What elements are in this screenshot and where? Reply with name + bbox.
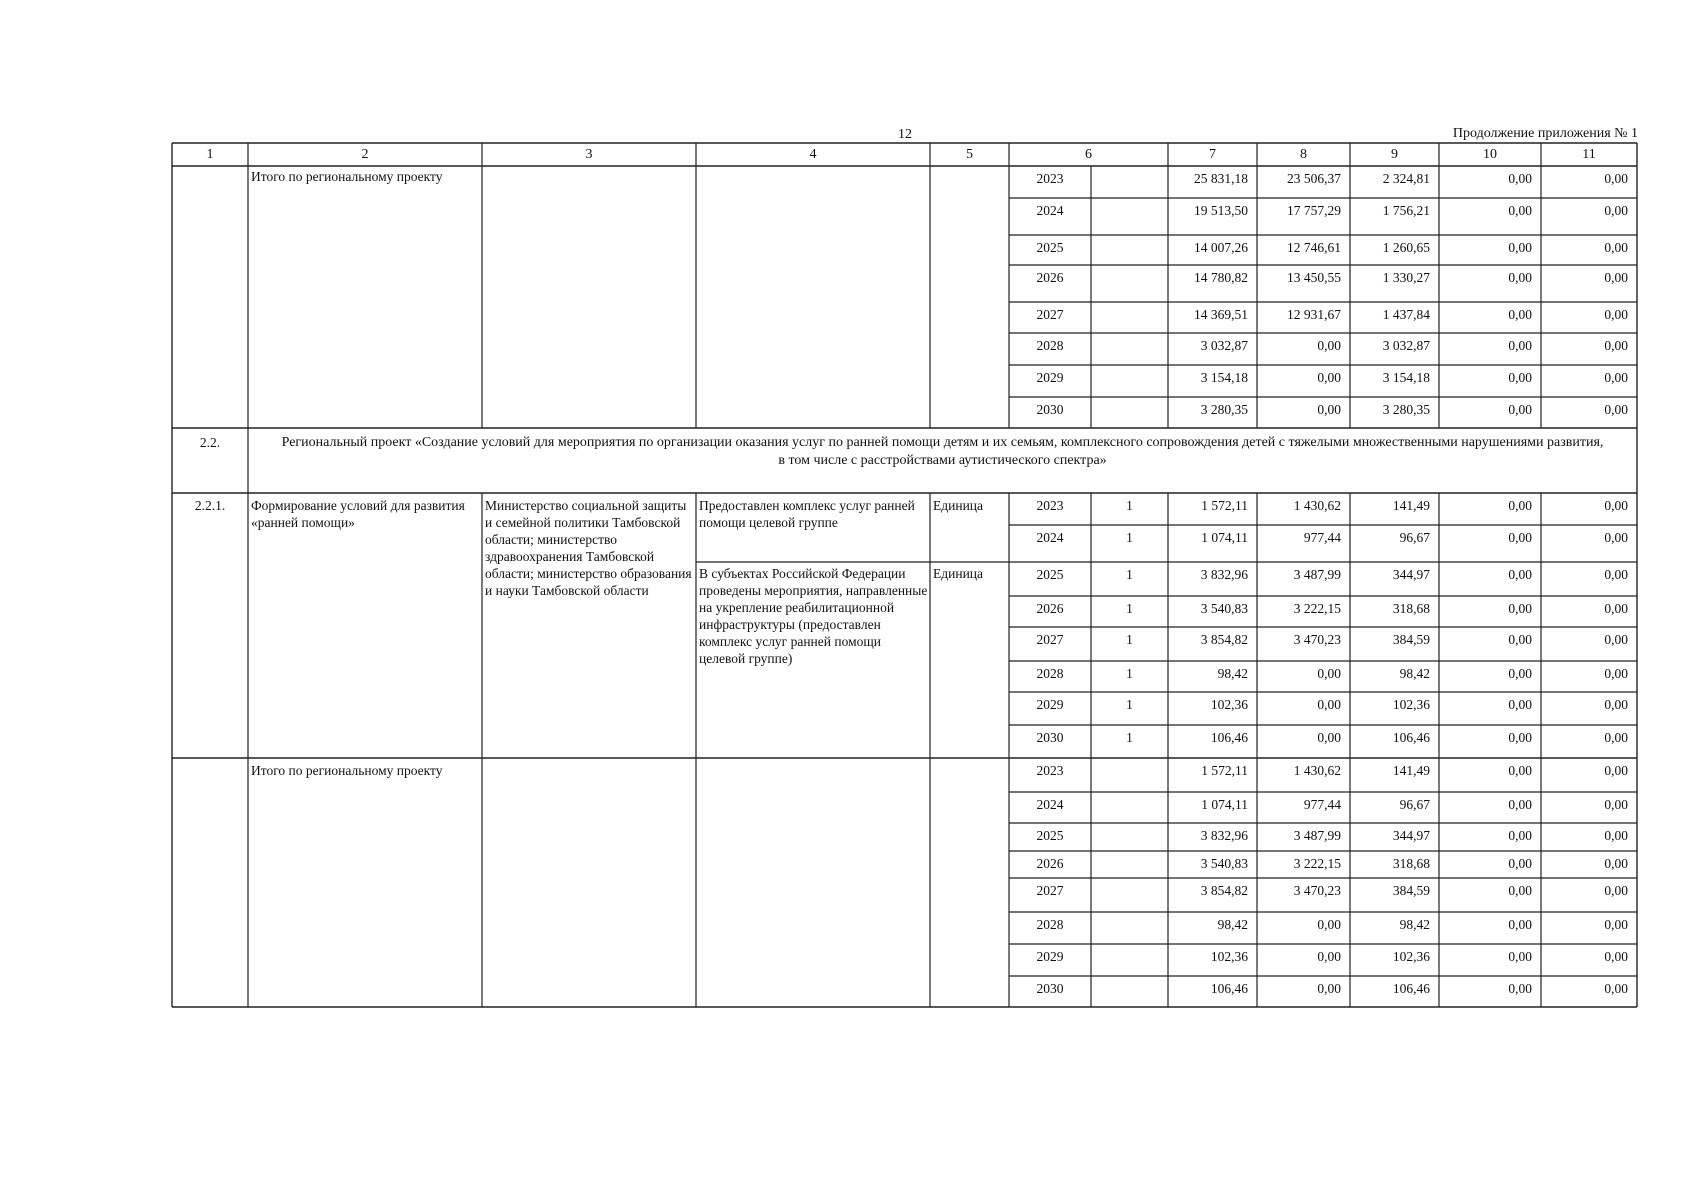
total-a-row-total: 14 007,26 <box>1194 240 1248 255</box>
measure-result-1: Предоставлен комплекс услуг ранней помощи целевой группе <box>699 498 915 530</box>
total-a-row-local: 0,00 <box>1508 270 1532 285</box>
total-a-row-federal: 0,00 <box>1317 402 1341 417</box>
measure-row-regional: 141,49 <box>1392 498 1430 513</box>
total-b-row-local: 0,00 <box>1508 763 1532 778</box>
total-b-row-local: 0,00 <box>1508 917 1532 932</box>
total-b-row-federal: 0,00 <box>1317 917 1341 932</box>
total-b-row-local: 0,00 <box>1508 981 1532 996</box>
total-a-row-extra: 0,00 <box>1604 370 1628 385</box>
measure-number: 2.2.1. <box>194 498 226 513</box>
total-b-row-extra: 0,00 <box>1604 763 1628 778</box>
measure-row-regional: 318,68 <box>1392 601 1430 616</box>
total-b-row-local: 0,00 <box>1508 828 1532 843</box>
total-a-row-year: 2024 <box>1036 203 1064 218</box>
header-col-2: 2 <box>361 147 369 162</box>
total-b-row-regional: 96,67 <box>1399 797 1430 812</box>
measure-row-federal: 3 470,23 <box>1293 632 1341 647</box>
measure-result-2: В субъектах Российской Федерации проведены мероприятия, направленные на укрепление реабилитационной инфраструктуры (предоставлен комплекс услуг ранней помощи целевой группе) <box>699 566 928 666</box>
page-number: 12 <box>898 127 912 142</box>
measure-row-total: 1 074,11 <box>1201 530 1248 545</box>
total-b-row-count <box>1091 878 1168 912</box>
measure-row-local: 0,00 <box>1508 498 1532 513</box>
total-b-row-year: 2026 <box>1036 856 1064 871</box>
total-a-row-local: 0,00 <box>1508 307 1532 322</box>
total-b-row-extra: 0,00 <box>1604 797 1628 812</box>
total-a-row-federal: 23 506,37 <box>1287 171 1341 186</box>
measure-row-extra: 0,00 <box>1604 498 1628 513</box>
total-b-row-year: 2029 <box>1036 949 1064 964</box>
total-b-row-year: 2025 <box>1036 828 1064 843</box>
total-a-row-federal: 13 450,55 <box>1287 270 1341 285</box>
total-a-row-extra: 0,00 <box>1604 307 1628 322</box>
header-col-8: 8 <box>1300 147 1307 162</box>
measure-row-total: 3 540,83 <box>1200 601 1248 616</box>
total-a-row-regional: 1 437,84 <box>1382 307 1430 322</box>
total-b-row-count <box>1091 792 1168 823</box>
total-b-row-year: 2024 <box>1036 797 1064 812</box>
total-a-row-regional: 1 260,65 <box>1382 240 1430 255</box>
total-a-row-count <box>1091 365 1168 397</box>
total-a-row-local: 0,00 <box>1508 338 1532 353</box>
total-b-row-regional: 98,42 <box>1399 917 1430 932</box>
total-b-row-total: 3 832,96 <box>1200 828 1248 843</box>
measure-row-local: 0,00 <box>1508 530 1532 545</box>
total-a-row-count <box>1091 265 1168 302</box>
measure-row-year: 2027 <box>1036 632 1064 647</box>
total-b-row-federal: 3 487,99 <box>1293 828 1341 843</box>
measure-row-federal: 1 430,62 <box>1293 498 1341 513</box>
measure-unit-1: Единица <box>933 498 984 513</box>
total-b-row-regional: 344,97 <box>1392 828 1430 843</box>
total-b-row-local: 0,00 <box>1508 949 1532 964</box>
total-a-row-regional: 1 756,21 <box>1382 203 1430 218</box>
total-b-row-year: 2027 <box>1036 883 1064 898</box>
header-col-1: 1 <box>206 147 214 162</box>
total-a-row-year: 2026 <box>1036 270 1064 285</box>
total-a-row-year: 2023 <box>1036 171 1064 186</box>
total-a-row-total: 14 780,82 <box>1194 270 1248 285</box>
total-a-row-year: 2030 <box>1036 402 1064 417</box>
measure-row-local: 0,00 <box>1508 601 1532 616</box>
total-b-row-count <box>1091 758 1168 792</box>
total-b-row-extra: 0,00 <box>1604 949 1628 964</box>
total-a-row-count <box>1091 166 1168 198</box>
total-b-row-federal: 0,00 <box>1317 949 1341 964</box>
total-a-row-federal: 0,00 <box>1317 370 1341 385</box>
total-b-row-year: 2023 <box>1036 763 1064 778</box>
total-b-row-year: 2028 <box>1036 917 1064 932</box>
measure-row-total: 98,42 <box>1217 666 1248 681</box>
total-a-row-federal: 0,00 <box>1317 338 1341 353</box>
measure-row-year: 2025 <box>1036 567 1064 582</box>
measure-unit-2: Единица <box>933 566 984 581</box>
measure-row-year: 2030 <box>1036 730 1064 745</box>
total-b-row-count <box>1091 851 1168 878</box>
total-a-row-year: 2025 <box>1036 240 1064 255</box>
header-col-5: 5 <box>966 147 973 162</box>
measure-row-extra: 0,00 <box>1604 730 1628 745</box>
measure-row-year: 2029 <box>1036 697 1064 712</box>
measure-row-regional: 344,97 <box>1392 567 1430 582</box>
total-a-row-regional: 1 330,27 <box>1382 270 1430 285</box>
header-col-3: 3 <box>585 147 593 162</box>
total-a-row-count <box>1091 397 1168 428</box>
measure-row-extra: 0,00 <box>1604 697 1628 712</box>
measure-row-total: 3 832,96 <box>1200 567 1248 582</box>
total-b-row-count <box>1091 944 1168 976</box>
measure-row-count: 1 <box>1126 632 1133 647</box>
measure-row-regional: 106,46 <box>1392 730 1430 745</box>
measure-row-federal: 3 487,99 <box>1293 567 1341 582</box>
total-b-row-local: 0,00 <box>1508 797 1532 812</box>
total-b-row-regional: 106,46 <box>1392 981 1430 996</box>
total-a-row-federal: 12 746,61 <box>1287 240 1341 255</box>
measure-row-federal: 0,00 <box>1317 730 1341 745</box>
header-col-4: 4 <box>809 147 817 162</box>
total-b-row-count <box>1091 976 1168 1007</box>
measure-row-regional: 102,36 <box>1392 697 1430 712</box>
measure-row-federal: 0,00 <box>1317 666 1341 681</box>
total-a-row-total: 19 513,50 <box>1194 203 1248 218</box>
header-col-6: 6 <box>1085 147 1092 162</box>
total-b-row-total: 102,36 <box>1210 949 1248 964</box>
total-b-row-local: 0,00 <box>1508 856 1532 871</box>
total-b-row-total: 3 540,83 <box>1200 856 1248 871</box>
total-a-row-total: 25 831,18 <box>1194 171 1248 186</box>
measure-row-federal: 977,44 <box>1303 530 1341 545</box>
measure-row-local: 0,00 <box>1508 666 1532 681</box>
total-a-row-extra: 0,00 <box>1604 338 1628 353</box>
measure-row-count: 1 <box>1126 601 1133 616</box>
measure-row-local: 0,00 <box>1508 697 1532 712</box>
total-b-row-extra: 0,00 <box>1604 981 1628 996</box>
total-a-row-extra: 0,00 <box>1604 402 1628 417</box>
total-a-row-extra: 0,00 <box>1604 270 1628 285</box>
measure-row-total: 102,36 <box>1210 697 1248 712</box>
total-b-row-regional: 318,68 <box>1392 856 1430 871</box>
total-a-row-regional: 3 032,87 <box>1382 338 1430 353</box>
total-b-row-extra: 0,00 <box>1604 883 1628 898</box>
total-a-row-local: 0,00 <box>1508 240 1532 255</box>
total-b-row-federal: 977,44 <box>1303 797 1341 812</box>
measure-row-extra: 0,00 <box>1604 666 1628 681</box>
measure-row-count: 1 <box>1126 498 1133 513</box>
measure-row-local: 0,00 <box>1508 567 1532 582</box>
total-b-row-federal: 1 430,62 <box>1293 763 1341 778</box>
measure-row-year: 2028 <box>1036 666 1064 681</box>
total-a-row-federal: 12 931,67 <box>1287 307 1341 322</box>
measure-row-year: 2026 <box>1036 601 1064 616</box>
measure-row-year: 2023 <box>1036 498 1064 513</box>
total-a-row-regional: 2 324,81 <box>1382 171 1430 186</box>
total-b-row-total: 1 074,11 <box>1201 797 1248 812</box>
total-b-row-count <box>1091 912 1168 944</box>
total-b-row-federal: 3 470,23 <box>1293 883 1341 898</box>
total-a-row-local: 0,00 <box>1508 402 1532 417</box>
measure-row-extra: 0,00 <box>1604 567 1628 582</box>
total-a-row-federal: 17 757,29 <box>1287 203 1341 218</box>
measure-executors: Министерство социальной защиты и семейной политики Тамбовской области; министерство здравоохранения Тамбовской области; министерство образования и науки Тамбовской области <box>485 498 692 598</box>
measure-row-year: 2024 <box>1036 530 1064 545</box>
total-a-row-total: 14 369,51 <box>1194 307 1248 322</box>
measure-row-count: 1 <box>1126 530 1133 545</box>
total-a-row-local: 0,00 <box>1508 171 1532 186</box>
measure-name: Формирование условий для развития «ранней помощи» <box>251 498 465 530</box>
total-b-row-total: 106,46 <box>1210 981 1248 996</box>
total-a-row-extra: 0,00 <box>1604 203 1628 218</box>
measure-row-extra: 0,00 <box>1604 632 1628 647</box>
total-a-row-extra: 0,00 <box>1604 240 1628 255</box>
total-b-row-federal: 0,00 <box>1317 981 1341 996</box>
total-a-row-count <box>1091 302 1168 333</box>
total-b-row-total: 1 572,11 <box>1201 763 1248 778</box>
measure-row-count: 1 <box>1126 666 1133 681</box>
total-b-row-regional: 384,59 <box>1392 883 1430 898</box>
measure-row-local: 0,00 <box>1508 632 1532 647</box>
total-a-row-total: 3 032,87 <box>1200 338 1248 353</box>
measure-row-count: 1 <box>1126 567 1133 582</box>
total-b-row-extra: 0,00 <box>1604 828 1628 843</box>
measure-row-total: 3 854,82 <box>1200 632 1248 647</box>
total-b-row-regional: 141,49 <box>1392 763 1430 778</box>
header-col-10: 10 <box>1483 147 1497 162</box>
measure-row-regional: 98,42 <box>1399 666 1430 681</box>
total-label: Итого по региональному проекту <box>251 169 443 184</box>
total-a-row-extra: 0,00 <box>1604 171 1628 186</box>
measure-row-regional: 384,59 <box>1392 632 1430 647</box>
header-col-9: 9 <box>1391 147 1398 162</box>
section-title: Региональный проект «Создание условий для мероприятия по организации оказания услуг по ранней помощи детям и их семьям, комплексного сопровождения детей с тяжелыми множественными нарушениями развития, в том числе с расстройствами аутистического спектра» <box>281 435 1604 468</box>
total-b-row-regional: 102,36 <box>1392 949 1430 964</box>
measure-row-local: 0,00 <box>1508 730 1532 745</box>
total-b-row-local: 0,00 <box>1508 883 1532 898</box>
section-number: 2.2. <box>199 435 221 450</box>
total-a-row-year: 2029 <box>1036 370 1064 385</box>
total-a-row-local: 0,00 <box>1508 370 1532 385</box>
header-col-11: 11 <box>1582 147 1596 162</box>
measure-row-total: 106,46 <box>1210 730 1248 745</box>
measure-row-regional: 96,67 <box>1399 530 1430 545</box>
total-a-row-year: 2028 <box>1036 338 1064 353</box>
measure-row-federal: 3 222,15 <box>1293 601 1341 616</box>
measure-row-extra: 0,00 <box>1604 530 1628 545</box>
total-b-row-federal: 3 222,15 <box>1293 856 1341 871</box>
total-b-row-year: 2030 <box>1036 981 1064 996</box>
total-a-row-regional: 3 154,18 <box>1382 370 1430 385</box>
total-b-row-extra: 0,00 <box>1604 856 1628 871</box>
total-a-row-total: 3 154,18 <box>1200 370 1248 385</box>
total-b-row-count <box>1091 823 1168 851</box>
measure-row-extra: 0,00 <box>1604 601 1628 616</box>
header-col-7: 7 <box>1209 147 1216 162</box>
total-a-row-total: 3 280,35 <box>1200 402 1248 417</box>
total-a-row-year: 2027 <box>1036 307 1064 322</box>
total-b-row-total: 3 854,82 <box>1200 883 1248 898</box>
total-a-row-count <box>1091 333 1168 365</box>
measure-row-count: 1 <box>1126 730 1133 745</box>
measure-row-total: 1 572,11 <box>1201 498 1248 513</box>
total-b-row-total: 98,42 <box>1217 917 1248 932</box>
total-a-row-local: 0,00 <box>1508 203 1532 218</box>
measure-row-count: 1 <box>1126 697 1133 712</box>
total-a-row-count <box>1091 198 1168 235</box>
continuation-note: Продолжение приложения № 1 <box>1452 126 1638 141</box>
total-label: Итого по региональному проекту <box>251 763 443 778</box>
total-b-row-extra: 0,00 <box>1604 917 1628 932</box>
total-a-row-regional: 3 280,35 <box>1382 402 1430 417</box>
measure-row-federal: 0,00 <box>1317 697 1341 712</box>
total-a-row-count <box>1091 235 1168 265</box>
